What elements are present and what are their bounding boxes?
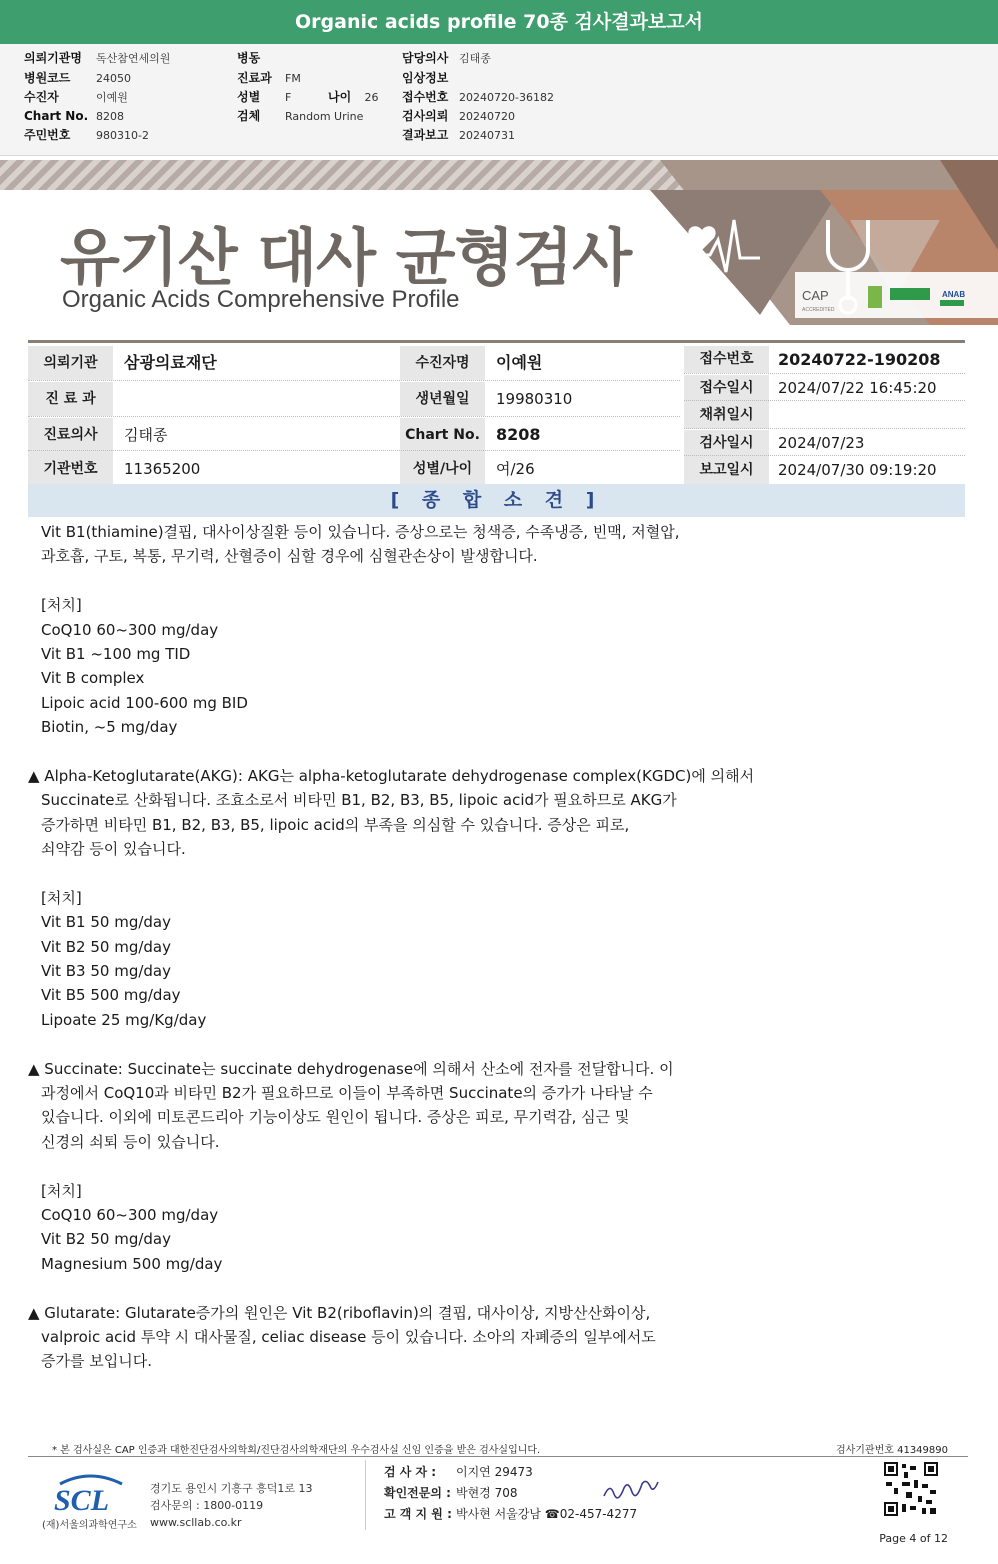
summary-line: [처치] (41, 1181, 82, 1200)
summary-line: 과호흡, 구토, 복통, 무기력, 산혈증이 심할 경우에 심혈관손상이 발생합니다. (41, 547, 538, 566)
info-label: 담당의사 (402, 51, 449, 65)
info-label: 주민번호 (24, 128, 71, 142)
staff-row (384, 1504, 637, 1525)
report-time-label: 보고일시 (684, 457, 769, 484)
summary-line: 쇠약감 등이 있습니다. (41, 840, 186, 859)
footer-divider (28, 1456, 968, 1457)
info-field (402, 107, 515, 125)
dept-label: 진 료 과 (28, 382, 113, 416)
reg-no-label: 접수번호 (684, 346, 769, 373)
info-value: 8208 (96, 110, 124, 123)
blank-line (28, 1154, 968, 1178)
report-time-value: 2024/07/30 09:19:20 (778, 461, 937, 479)
summary-line: CoQ10 60~300 mg/day (41, 1205, 219, 1224)
title-english: Organic Acids Comprehensive Profile (62, 286, 460, 313)
info-value: Random Urine (285, 110, 364, 123)
chart-no-value: 8208 (496, 425, 541, 444)
info-label: 임상정보 (402, 71, 449, 85)
info-value: 김태종 (459, 52, 491, 65)
header-artwork (640, 160, 998, 330)
blank-line (28, 1276, 968, 1300)
birthdate-value: 19980310 (496, 390, 573, 408)
info-value: 980310-2 (96, 129, 149, 142)
info-value: F (285, 91, 292, 104)
summary-line: ▲ Alpha-Ketoglutarate(AKG): AKG는 alpha-ketoglutarate dehydrogenase complex(KGDC)에 의해서 (28, 766, 755, 785)
summary-line: Vit B5 500 mg/day (41, 986, 181, 1005)
blank-line (28, 740, 968, 764)
summary-line: ▲ Glutarate: Glutarate증가의 원인은 Vit B2(riboflavin)의 결핍, 대사이상, 지방산산화이상, (28, 1303, 651, 1322)
summary-line: Vit B1 50 mg/day (41, 913, 171, 932)
info-value: 24050 (96, 72, 131, 85)
info-field (402, 69, 459, 87)
summary-line: Magnesium 500 mg/day (41, 1254, 223, 1273)
summary-line: Biotin, ~5 mg/day (41, 718, 178, 737)
info-value: 20240720-36182 (459, 91, 554, 104)
collect-time-value (772, 402, 778, 429)
summary-line: 증가를 보입니다. (41, 1352, 152, 1371)
dept-value (116, 382, 396, 416)
summary-line: Vit B1(thiamine)결핍, 대사이상질환 등이 있습니다. 증상으로는 청색증, 수족냉증, 빈맥, 저혈압, (41, 523, 680, 541)
info-field (237, 107, 363, 125)
institution-code-label: 기관번호 (28, 452, 113, 486)
age-value: 26 (364, 91, 379, 104)
svg-text:CAP: CAP (802, 288, 829, 303)
info-field (237, 49, 285, 67)
staff-value: 박사현 서울강남 ☎02-457-4277 (456, 1507, 638, 1521)
summary-line: [처치] (41, 596, 82, 615)
info-value: 20240731 (459, 129, 515, 142)
info-label: 결과보고 (402, 128, 449, 142)
age-label: 나이 (328, 90, 352, 104)
patient-name-label: 수진자명 (400, 346, 485, 380)
info-label: 검사의뢰 (402, 109, 449, 123)
summary-line: Vit B2 50 mg/day (41, 937, 171, 956)
staff-label: 검 사 자 : (384, 1465, 437, 1479)
info-label: 수진자 (24, 90, 59, 104)
staff-label: 확인전문의 : (384, 1486, 451, 1500)
summary-line: ▲ Succinate: Succinate는 succinate dehydrogenase에 의해서 산소에 전자를 전달합니다. 이 (28, 1059, 674, 1078)
lab-website[interactable]: www.scllab.co.kr (150, 1516, 242, 1529)
summary-line: Vit B2 50 mg/day (41, 1230, 171, 1249)
info-value: FM (285, 72, 301, 85)
summary-body (28, 520, 968, 1374)
chart-no-label: Chart No. (400, 418, 485, 452)
info-field (237, 69, 301, 87)
title-korean: 유기산 대사 균형검사 (60, 221, 632, 294)
page-number: Page 4 of 12 (879, 1532, 948, 1545)
summary-line: 신경의 쇠퇴 등이 있습니다. (41, 1132, 220, 1151)
info-label: 성별 (237, 90, 261, 104)
summary-line: Vit B3 50 mg/day (41, 962, 171, 981)
test-time-label: 검사일시 (684, 430, 769, 457)
qr-code (884, 1462, 938, 1516)
summary-line: valproic acid 투약 시 대사물질, celiac disease 등이 있습니다. 소아의 자폐증의 일부에서도 (41, 1327, 656, 1346)
info-label: Chart No. (24, 109, 89, 123)
patient-info-table (28, 340, 965, 480)
info-field (24, 126, 149, 144)
staff-label: 고 객 지 원 : (384, 1507, 452, 1521)
info-field (24, 49, 170, 67)
patient-name-value: 이예원 (496, 353, 543, 372)
info-field (24, 107, 124, 125)
info-value: 이예원 (96, 91, 128, 104)
summary-line: CoQ10 60~300 mg/day (41, 620, 219, 639)
scl-logo (50, 1470, 130, 1514)
info-value: 독산참연세의원 (96, 52, 171, 65)
summary-line: Lipoate 25 mg/Kg/day (41, 1010, 207, 1029)
staff-value: 이지연 29473 (456, 1465, 533, 1479)
institution-label: 의뢰기관 (28, 346, 113, 380)
test-time-value: 2024/07/23 (778, 434, 865, 452)
svg-text:ACCREDITED: ACCREDITED (802, 307, 835, 313)
summary-line: 증가하면 비타민 B1, B2, B3, B5, lipoic acid의 부족을 의심할 수 있습니다. 증상은 피로, (41, 815, 630, 834)
svg-text:SCL: SCL (54, 1484, 110, 1514)
order-info-block (0, 44, 998, 156)
summary-line: [처치] (41, 888, 82, 907)
lab-institution-number: 검사기관번호 41349890 (835, 1445, 948, 1456)
birthdate-label: 생년월일 (400, 382, 485, 416)
staff-value: 박현경 708 (456, 1486, 518, 1500)
info-field (24, 88, 128, 106)
summary-line: Vit B complex (41, 669, 145, 688)
svg-text:ANAB: ANAB (942, 290, 966, 299)
lab-address: 경기도 용인시 기흥구 흥덕1로 13 (150, 1482, 313, 1495)
blank-line (28, 861, 968, 885)
info-field (402, 126, 515, 144)
report-banner: Organic acids profile 70종 검사결과보고서 (0, 0, 998, 44)
lab-contact-block (150, 1480, 313, 1531)
collect-time-label: 채취일시 (684, 402, 769, 429)
info-label: 진료과 (237, 71, 272, 85)
institution-value: 삼광의료재단 (124, 353, 217, 372)
summary-line: Succinate로 산화됩니다. 조효소로서 비타민 B1, B2, B3, B5, lipoic acid가 필요하므로 AKG가 (41, 791, 677, 810)
institution-code-value: 11365200 (124, 460, 201, 478)
info-label: 병원코드 (24, 71, 71, 85)
summary-heading: [ 종 합 소 견 ] (28, 484, 965, 517)
doctor-value: 김태종 (124, 426, 168, 444)
accreditation-note: * 본 검사실은 CAP 인증과 대한진단검사의학회/진단검사의학재단의 우수검사실 신임 인증을 받은 검사실입니다. (52, 1445, 541, 1456)
info-value: 20240720 (459, 110, 515, 123)
lab-org-name: (재)서울의과학연구소 (42, 1520, 137, 1531)
blank-line (28, 1032, 968, 1056)
reg-time-label: 접수일시 (684, 375, 769, 402)
info-field (237, 88, 291, 106)
blank-line (28, 569, 968, 593)
summary-line: 있습니다. 이외에 미토콘드리아 기능이상도 원인이 됩니다. 증상은 피로, 무기력감, 심근 및 (41, 1108, 630, 1127)
info-field (24, 69, 131, 87)
reg-no-value: 20240722-190208 (778, 350, 941, 369)
report-header (0, 160, 998, 330)
reg-time-value: 2024/07/22 16:45:20 (778, 379, 937, 397)
info-label: 접수번호 (402, 90, 449, 104)
signature (600, 1476, 660, 1506)
info-label: 의뢰기관명 (24, 51, 82, 65)
lab-inquiry: 검사문의 : 1800-0119 (150, 1499, 264, 1512)
info-field (402, 88, 554, 106)
age-field (328, 88, 379, 106)
doctor-label: 진료의사 (28, 418, 113, 452)
sex-age-label: 성별/나이 (400, 452, 485, 486)
summary-line: Lipoic acid 100-600 mg BID (41, 693, 248, 712)
summary-line: Vit B1 ~100 mg TID (41, 644, 191, 663)
summary-line: 과정에서 CoQ10과 비타민 B2가 필요하므로 이들이 부족하면 Succinate의 증가가 나타날 수 (41, 1083, 653, 1102)
sex-age-value: 여/26 (496, 460, 535, 478)
info-label: 병동 (237, 51, 261, 65)
info-field (402, 49, 491, 67)
info-label: 검체 (237, 109, 261, 123)
